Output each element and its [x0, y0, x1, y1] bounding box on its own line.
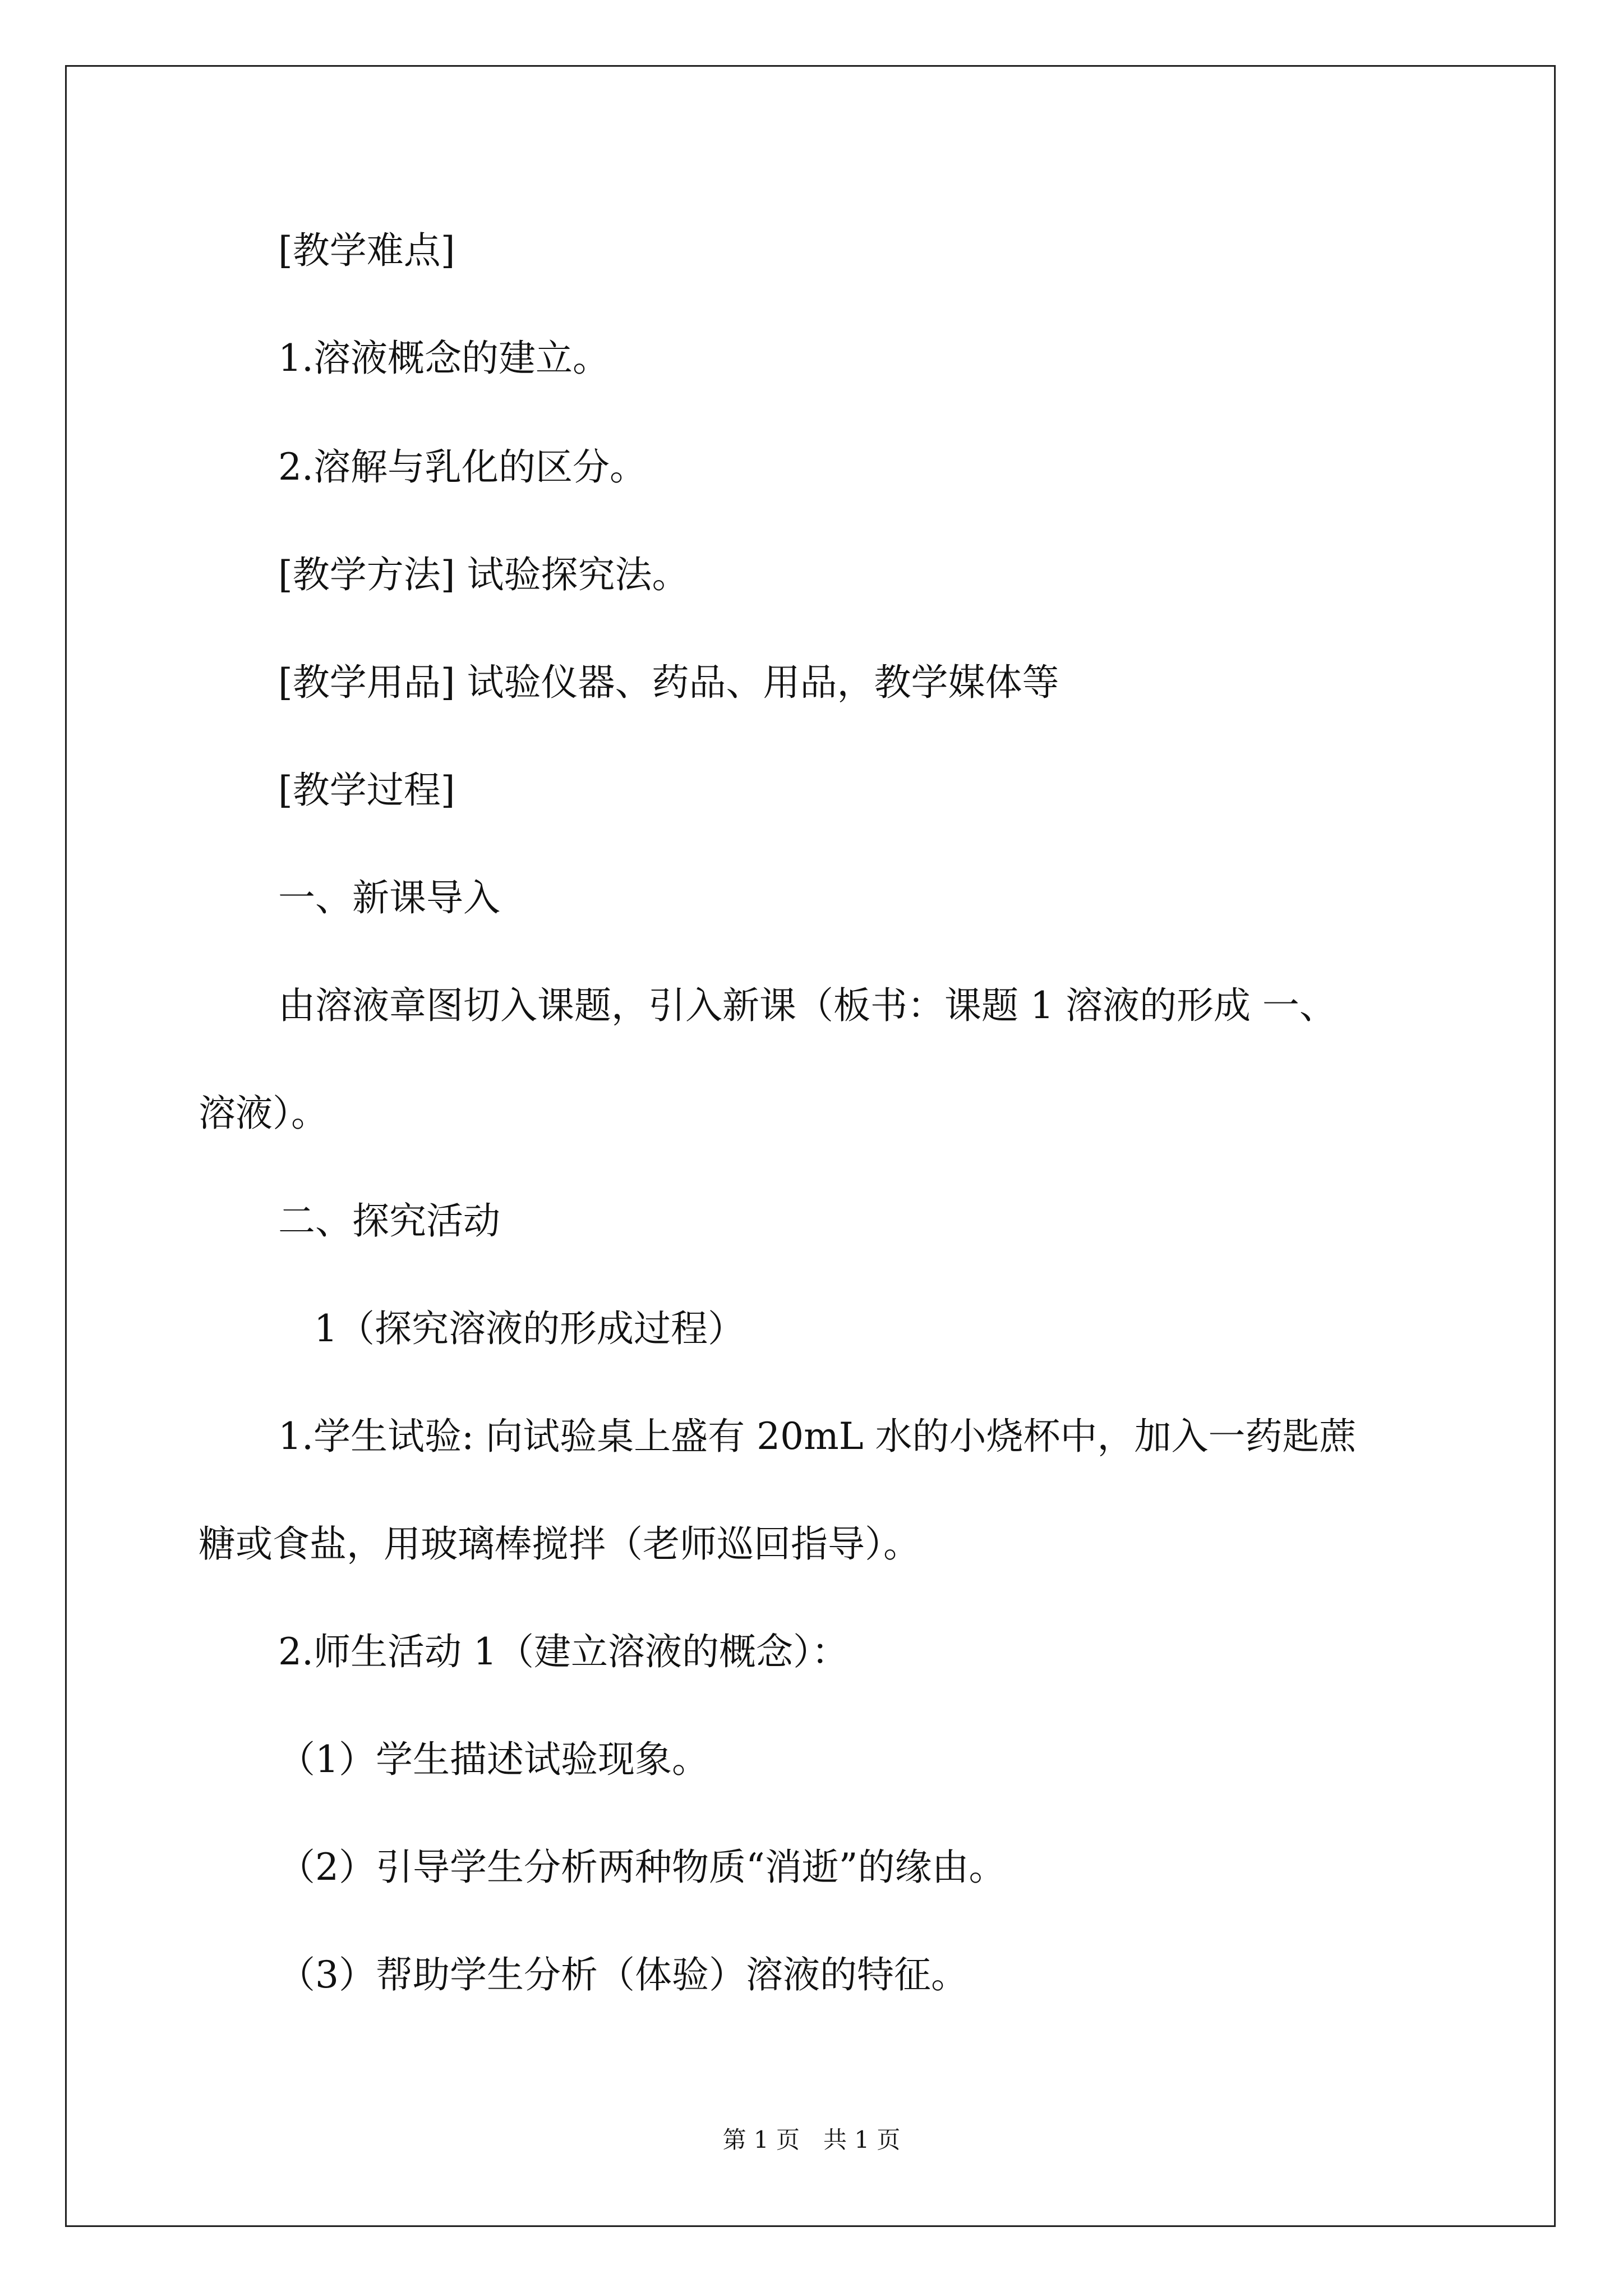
activity-step-3: （3）帮助学生分析（体验）溶液的特征。 [278, 1953, 968, 1996]
activity-step-2: （2）引导学生分析两种物质“消逝”的缘由。 [278, 1846, 1006, 1889]
activity-step-1: （1）学生描述试验现象。 [278, 1738, 709, 1781]
difficulty-item-1: 1.溶液概念的建立。 [278, 337, 610, 380]
teacher-student-activity: 2.师生活动 1（建立溶液的概念）： [278, 1630, 849, 1673]
heading-teaching-process: [教学过程] [278, 769, 455, 812]
teaching-method: [教学方法] 试验探究法。 [278, 553, 689, 596]
student-experiment-line-2: 糖或食盐，用玻璃棒搅拌（老师巡回指导）。 [199, 1522, 920, 1566]
difficulty-item-2: 2.溶解与乳化的区分。 [278, 445, 647, 489]
intro-paragraph-line-2: 溶液）。 [199, 1092, 328, 1135]
page-footer: 第 1 页 共 1 页 [722, 2126, 901, 2154]
inquiry-subtitle: 1（探究溶液的形成过程） [314, 1307, 745, 1350]
page-border [65, 65, 1556, 2227]
section-inquiry-activity: 二、探究活动 [278, 1199, 500, 1243]
student-experiment-line-1: 1.学生试验: 向试验桌上盛有 20mL 水的小烧杯中，加入一药匙蔗 [278, 1415, 1357, 1458]
teaching-materials: [教学用品] 试验仪器、药品、用品，教学媒体等 [278, 661, 1059, 704]
intro-paragraph-line-1: 由溶液章图切入课题，引入新课（板书：课题 1 溶液的形成 一、 [278, 984, 1336, 1027]
heading-teaching-difficulties: [教学难点] [278, 229, 455, 272]
section-new-lesson-intro: 一、新课导入 [278, 876, 500, 919]
